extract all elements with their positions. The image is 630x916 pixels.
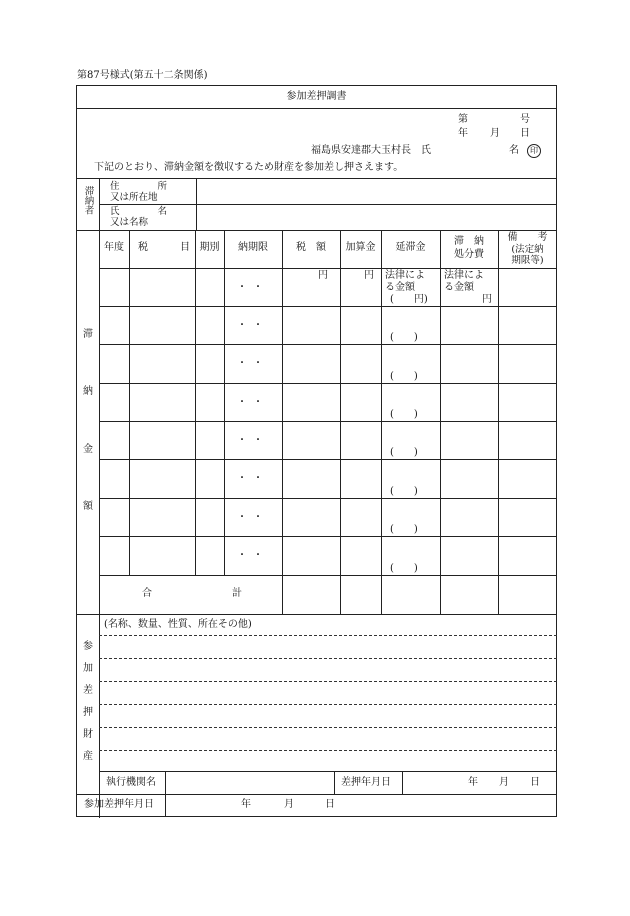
property-side-4: 押	[83, 707, 93, 718]
fee-note-3: 円	[482, 294, 492, 305]
delinquency-paren-8: ( )	[390, 563, 418, 574]
header-day: 日	[520, 128, 530, 139]
statement: 下記のとおり、滞納金額を徴収するため財産を参加差し押さえます。	[94, 162, 404, 173]
tax-unit: 円	[318, 270, 328, 281]
participation-label: 参加差押年月日	[84, 799, 154, 810]
delinquency-paren-7: ( )	[390, 524, 418, 535]
seizure-date-label: 差押年月日	[341, 777, 391, 788]
header-month: 月	[490, 128, 500, 139]
dai-label: 第	[458, 114, 468, 125]
col-due-date: 納期限	[238, 242, 268, 253]
amount-side-4: 額	[83, 501, 93, 512]
due-date-dots-1: ・・	[237, 282, 269, 293]
go-label: 号	[520, 114, 530, 125]
participation-day: 日	[325, 799, 335, 810]
col-period: 期別	[199, 242, 220, 253]
property-side-6: 産	[83, 751, 93, 762]
header-year: 年	[458, 128, 468, 139]
delinquency-paren-2: ( )	[390, 332, 418, 343]
col-fee-1: 滞 納	[454, 236, 484, 247]
seizure-day: 日	[530, 777, 540, 788]
col-remarks-1: 備 考	[507, 232, 548, 243]
col-fee-2: 処分費	[454, 249, 484, 260]
seizure-month: 月	[499, 777, 509, 788]
col-additional: 加算金	[345, 242, 376, 253]
delinquency-paren-4: ( )	[390, 409, 418, 420]
col-remarks-3: 期限等)	[511, 255, 544, 266]
agency-label: 執行機関名	[106, 777, 156, 788]
delinquency-paren-5: ( )	[390, 447, 418, 458]
additional-unit: 円	[364, 270, 374, 281]
total-label-1: 合	[142, 588, 152, 599]
seal-mark: 印	[527, 144, 541, 158]
due-date-dots-4: ・・	[237, 397, 269, 408]
property-side-5: 財	[83, 729, 93, 740]
delinquency-note-1: 法律によ	[385, 270, 425, 281]
due-date-dots-3: ・・	[237, 358, 269, 369]
delinquency-note-2: る金額	[385, 282, 415, 293]
delinquent-side-label: 滞納者	[82, 186, 94, 215]
due-date-dots-7: ・・	[237, 512, 269, 523]
due-date-dots-2: ・・	[237, 320, 269, 331]
name-label-2: 又は名称	[110, 217, 149, 228]
total-label-2: 計	[232, 588, 242, 599]
col-fiscal-year: 年度	[104, 242, 124, 253]
seizure-year: 年	[468, 777, 478, 788]
property-side-3: 差	[83, 685, 93, 696]
amount-side-2: 納	[83, 386, 93, 397]
amount-side-1: 滞	[83, 329, 93, 340]
mei-label: 名	[509, 145, 519, 156]
property-description-hint: (名称、数量、性質、所在その他)	[104, 619, 252, 630]
delinquency-paren-6: ( )	[390, 486, 418, 497]
col-remarks-2: (法定納	[511, 244, 544, 255]
property-side-1: 参	[83, 641, 93, 652]
due-date-dots-6: ・・	[237, 473, 269, 484]
delinquency-note-3: ( 円)	[390, 294, 428, 305]
col-tax-amount: 税 額	[296, 242, 326, 253]
due-date-dots-5: ・・	[237, 435, 269, 446]
form-title: 参加差押調書	[286, 91, 347, 102]
fee-note-2: る金額	[444, 282, 474, 293]
form-number: 第87号様式(第五十二条関係)	[77, 70, 208, 81]
participation-month: 月	[284, 799, 294, 810]
address-label-2: 又は所在地	[110, 192, 158, 203]
amount-side-3: 金	[83, 444, 93, 455]
col-delinquency: 延滞金	[395, 242, 426, 253]
delinquency-paren-3: ( )	[390, 371, 418, 382]
property-side-2: 加	[83, 663, 93, 674]
name-label-1: 氏 名	[110, 206, 168, 217]
fee-note-1: 法律によ	[444, 270, 484, 281]
issuer: 福島県安達郡大玉村長 氏	[311, 145, 431, 156]
due-date-dots-8: ・・	[237, 550, 269, 561]
address-label-1: 住 所	[110, 181, 168, 192]
col-tax-item: 税 目	[138, 242, 190, 253]
participation-year: 年	[241, 799, 251, 810]
